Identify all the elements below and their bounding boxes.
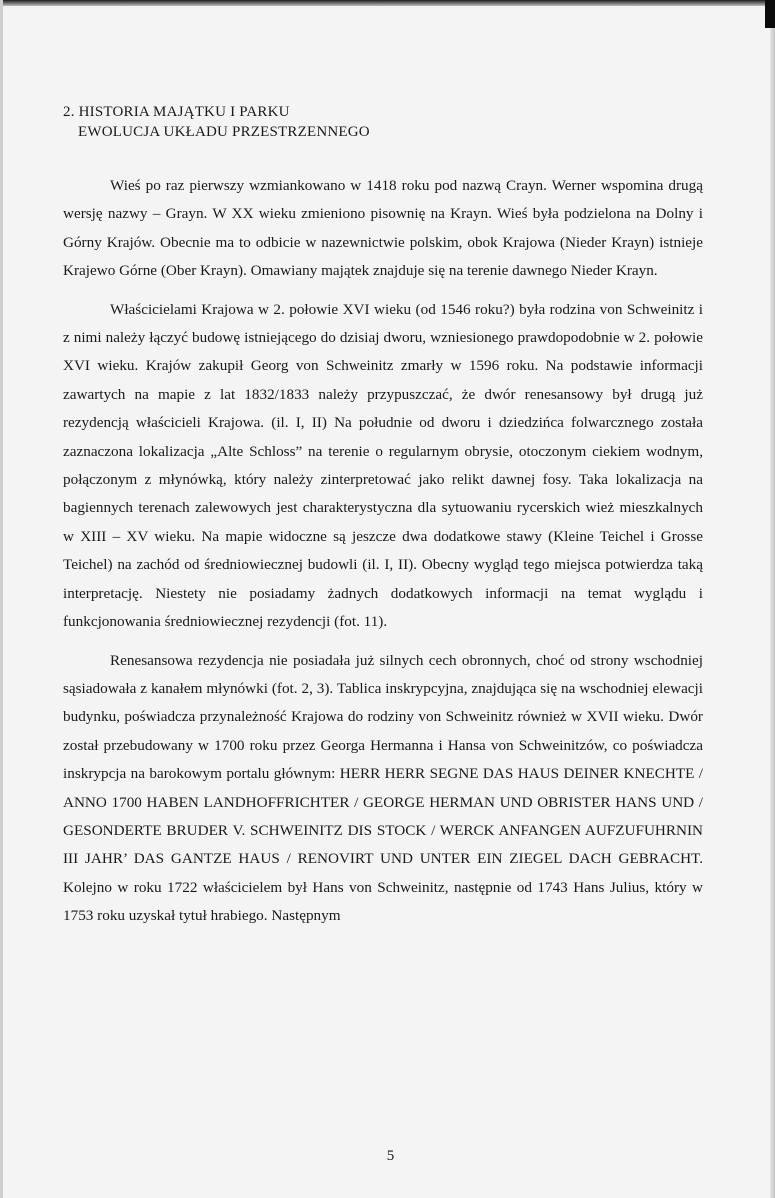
section-heading-line-1: 2. HISTORIA MAJĄTKU I PARKU bbox=[63, 104, 290, 120]
section-heading-line-2: EWOLUCJA UKŁADU PRZESTRZENNEGO bbox=[78, 124, 370, 140]
scan-right-edge bbox=[770, 28, 775, 1198]
section-heading bbox=[63, 102, 370, 142]
body-text bbox=[63, 172, 703, 931]
scan-top-edge bbox=[3, 0, 775, 6]
scan-corner-mark bbox=[765, 0, 775, 28]
page-number: 5 bbox=[386, 1148, 395, 1164]
paragraph-owners-history: Właścicielami Krajowa w 2. połowie XVI wieku (od 1546 roku?) była rodzina von Schweinitz i z nimi należy łączyć budowę istniejącego do dzisiaj dworu, wzniesionego prawdopodobnie w 2. połowie XVI wieku. Krajów zakupił Georg von Schweinitz zmarły w 1596 roku. Na podstawie informacji zawartych na mapie z lat 1832/1833 należy przypuszczać, że dwór renesansowy był drugą już rezydencją właścicieli Krajowa. (il. I, II) Na południe od dworu i dziedzińca folwarcznego została zaznaczona lokalizacja „Alte Schloss” na terenie o regularnym obrysie, otoczonym ciekiem wodnym, połączonym z młynówką, który należy zinterpretować jako relikt dawnej fosy. Taka lokalizacja na bagiennych terenach zalewowych jest charakterystyczna dla sytuowaniu rycerskich wież mieszkalnych w XIII – XV wieku. Na mapie widoczne są jeszcze dwa dodatkowe stawy (Kleine Teichel i Grosse Teichel) na zachód od średniowiecznej budowli (il. I, II). Obecny wygląd tego miejsca potwierdza taką interpretację. Niestety nie posiadamy żadnych dodatkowych informacji na temat wyglądu i funkcjonowania średniowiecznej rezydencji (fot. 11). bbox=[63, 300, 703, 631]
paragraph-village-history: Wieś po raz pierwszy wzmiankowano w 1418 roku pod nazwą Crayn. Werner wspomina drugą wersję nazwy – Grayn. W XX wieku zmieniono pisownię na Krayn. Wieś była podzielona na Dolny i Górny Krajów. Obecnie ma to odbicie w nazewnictwie polskim, obok Krajowa (Nieder Krayn) istnieje Krajewo Górne (Ober Krayn). Omawiany majątek znajduje się na terenie dawnego Nieder Krayn. bbox=[63, 177, 703, 280]
paragraph-renaissance-residence: Renesansowa rezydencja nie posiadała już silnych cech obronnych, choć od strony wschodniej sąsiadowała z kanałem młynówki (fot. 2, 3). Tablica inskrypcyjna, znajdująca się na wschodniej elewacji budynku, poświadcza przynależność Krajowa do rodziny von Schweinitz również w XVII wieku. Dwór został przebudowany w 1700 roku przez Georga Hermanna i Hansa von Schweinitzów, co poświadcza inskrypcja na barokowym portalu głównym: HERR HERR SEGNE DAS HAUS DEINER KNECHTE / ANNO 1700 HABEN LANDHOFFRICHTER / GEORGE HERMAN UND OBRISTER HANS UND / GESONDERTE BRUDER V. SCHWEINITZ DIS STOCK / WERCK ANFANGEN AUFZUFUHRNIN III JAHR’ DAS GANTZE HAUS / RENOVIRT UND UNTER EIN ZIEGEL DACH GEBRACHT. Kolejno w roku 1722 właścicielem był Hans von Schweinitz, następnie od 1743 Hans Julius, który w 1753 roku uzyskał tytuł hrabiego. Następnym bbox=[63, 651, 703, 925]
